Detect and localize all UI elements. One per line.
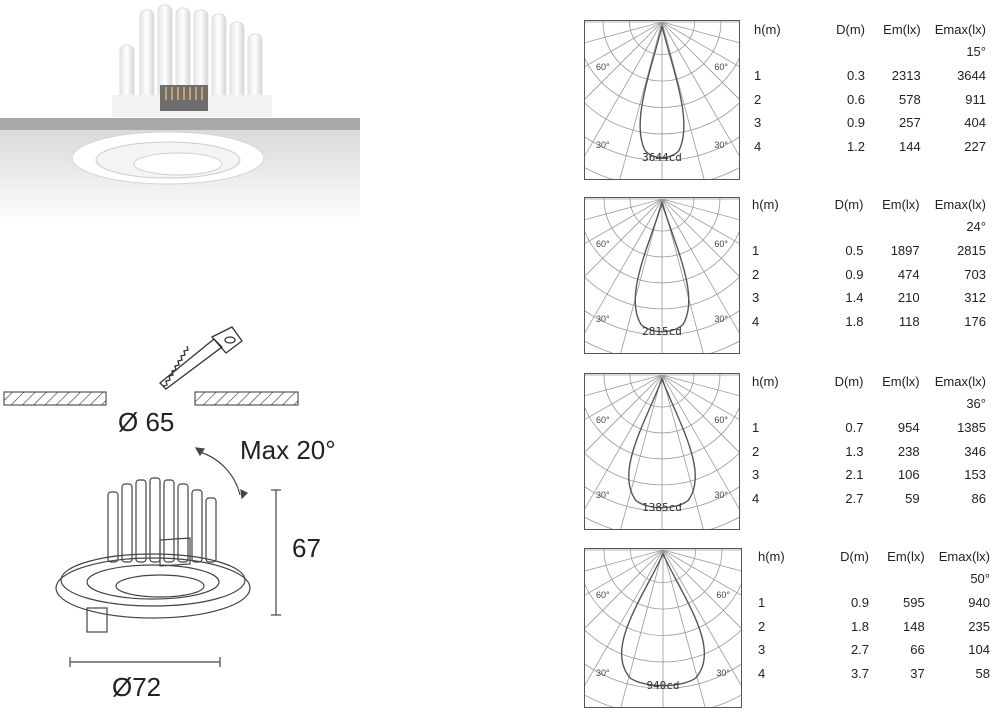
cell-emax: 404 [964,115,986,130]
polar-diagram [584,197,740,354]
polar-angle-label: 60° [714,62,728,72]
cell-emax: 58 [975,665,990,681]
cell-height: 1 [758,595,766,610]
cell-emax: 2815 [957,243,986,258]
cell-diameter: 1.8 [850,618,870,634]
cell-em: 37 [910,665,925,681]
polar-angle-label: 30° [714,314,728,324]
beam-angle-label: 50° [970,571,990,586]
cell-diameter: 3.7 [850,665,870,681]
cell-emax: 104 [968,642,990,657]
cell-diameter: 1.4 [845,290,864,305]
cell-em: 66 [910,642,925,657]
cell-emax: 3644 [957,68,986,83]
cell-diameter: 1.8 [845,313,864,329]
peak-intensity-label: 2815cd [642,325,682,338]
cell-em: 474 [897,266,920,282]
cell-height: 1 [754,68,762,83]
cell-height: 1 [752,420,760,435]
cell-height: 4 [754,138,762,154]
header-emax: Emax(lx) [934,197,986,212]
cell-diameter: 2.7 [850,642,870,657]
header-emax: Emax(lx) [938,549,990,564]
cell-diameter: 0.3 [846,68,866,83]
illuminance-table [754,22,986,162]
hole-diameter-label: Ø 65 [118,407,175,437]
cell-em: 578 [899,91,921,107]
beam-angle-label: 15° [966,44,986,59]
cell-height: 2 [752,443,760,459]
polar-angle-label: 30° [596,140,610,150]
cell-emax: 312 [964,290,986,305]
polar-angle-label: 30° [714,140,728,150]
cell-diameter: 2.1 [845,467,864,482]
cell-emax: 227 [964,138,986,154]
header-em: Em(lx) [887,549,925,564]
peak-intensity-label: 940cd [646,679,680,692]
cell-height: 2 [754,91,762,107]
cell-emax: 86 [971,490,986,506]
beam-angle-label: 24° [966,219,986,234]
cell-em: 106 [897,467,920,482]
cell-em: 954 [897,420,920,435]
header-height: h(m) [758,549,785,564]
cell-emax: 346 [964,443,986,459]
header-emax: Emax(lx) [934,22,986,37]
cell-em: 238 [897,443,920,459]
illuminance-table [758,549,990,689]
cell-height: 4 [758,665,766,681]
cell-emax: 176 [964,313,986,329]
header-em: Em(lx) [882,197,920,212]
illuminance-table [752,197,986,337]
cell-height: 2 [758,618,766,634]
saw-icon [160,327,242,389]
polar-angle-label: 30° [596,490,610,500]
cell-em: 1897 [890,243,920,258]
polar-angle-label: 60° [596,62,610,72]
cell-diameter: 0.9 [845,266,864,282]
cell-emax: 1385 [957,420,986,435]
header-diameter: D(m) [834,374,864,389]
cell-em: 210 [897,290,920,305]
cell-diameter: 2.7 [845,490,864,506]
polar-angle-label: 30° [596,314,610,324]
cell-height: 3 [752,290,760,305]
polar-angle-label: 60° [596,239,610,249]
cell-em: 2313 [891,68,921,83]
cell-emax: 153 [964,467,986,482]
cell-emax: 703 [964,266,986,282]
cell-em: 148 [903,618,925,634]
header-height: h(m) [752,197,779,212]
polar-angle-label: 30° [716,668,730,678]
cell-height: 2 [752,266,760,282]
header-emax: Emax(lx) [934,374,986,389]
cell-diameter: 0.5 [845,243,864,258]
peak-intensity-label: 1385cd [642,501,682,514]
peak-intensity-label: 3644cd [642,151,682,164]
header-diameter: D(m) [840,549,870,564]
product-photo [0,0,360,225]
illuminance-table [752,374,986,514]
cell-diameter: 0.6 [846,91,866,107]
tilt-arc [200,452,240,495]
cell-height: 3 [752,467,760,482]
cell-diameter: 1.2 [846,138,866,154]
polar-angle-label: 60° [596,590,610,600]
cell-emax: 911 [965,91,986,107]
cell-em: 144 [899,138,921,154]
cell-height: 3 [754,115,762,130]
polar-diagram [584,373,740,530]
header-diameter: D(m) [836,22,866,37]
header-height: h(m) [752,374,779,389]
header-em: Em(lx) [882,374,920,389]
polar-diagram [584,548,742,708]
cell-diameter: 0.7 [845,420,864,435]
cell-height: 1 [752,243,760,258]
polar-angle-label: 30° [714,490,728,500]
beam-angle-label: 36° [966,396,986,411]
fixture-line-drawing [30,440,360,715]
header-em: Em(lx) [883,22,921,37]
cell-em: 595 [903,595,925,610]
cell-diameter: 1.3 [845,443,864,459]
cell-emax: 235 [968,618,990,634]
cell-height: 4 [752,490,760,506]
cell-diameter: 0.9 [850,595,870,610]
polar-angle-label: 60° [596,415,610,425]
cell-em: 59 [905,490,920,506]
polar-angle-label: 60° [714,415,728,425]
height-label: 67 [292,533,321,563]
cell-diameter: 0.9 [846,115,866,130]
polar-angle-label: 60° [716,590,730,600]
cell-height: 4 [752,313,760,329]
polar-angle-label: 30° [596,668,610,678]
header-diameter: D(m) [834,197,864,212]
polar-angle-label: 60° [714,239,728,249]
cell-em: 118 [898,313,920,329]
header-height: h(m) [754,22,781,37]
max-tilt-label: Max 20° [240,435,336,465]
cell-em: 257 [899,115,921,130]
polar-diagram [584,20,740,180]
cell-height: 3 [758,642,766,657]
outer-diameter-label: Ø72 [112,672,162,702]
cell-emax: 940 [968,595,990,610]
